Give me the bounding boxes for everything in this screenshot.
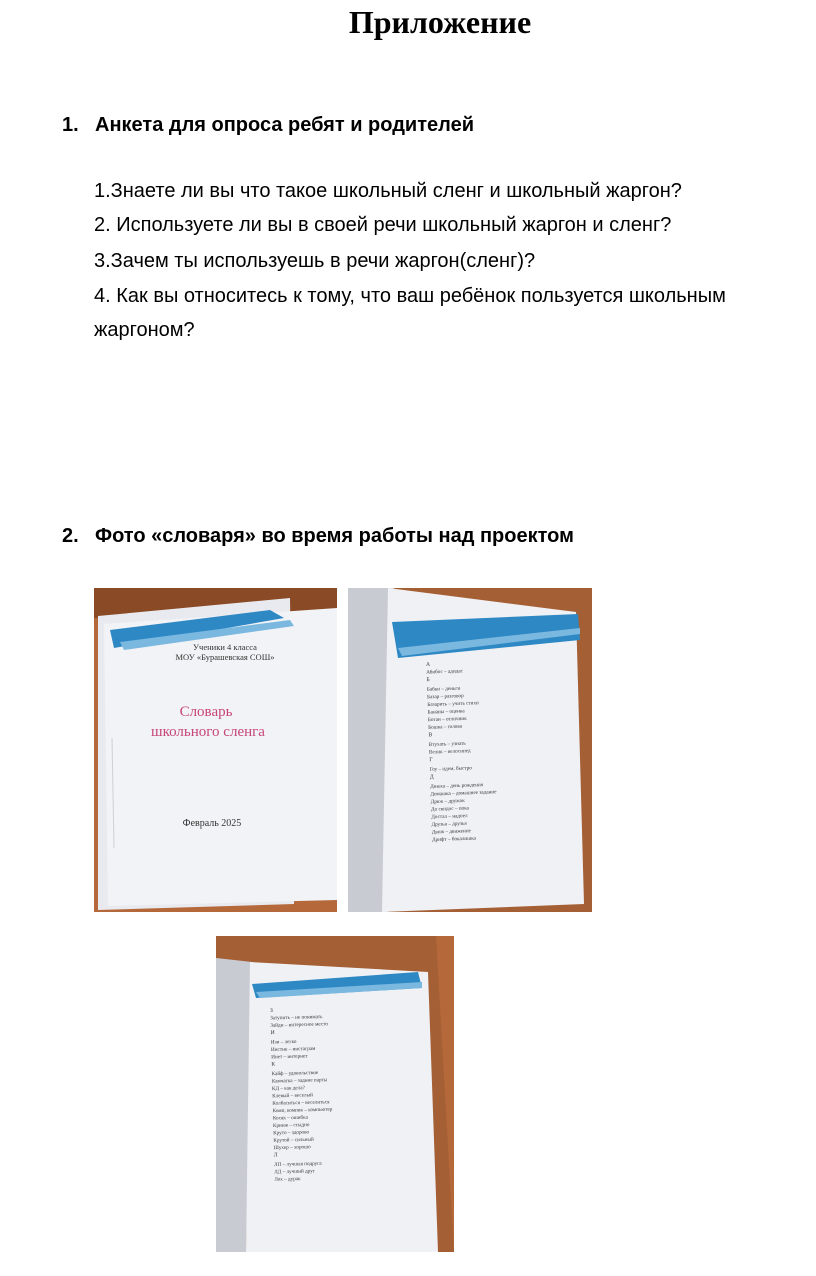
dictionary-entry: З <box>269 1007 273 1014</box>
section-2-title: Фото «словаря» во время работы над проектом <box>95 525 574 547</box>
cover-line-1: Ученики 4 класса <box>193 642 257 652</box>
photo-dictionary-page-a-d <box>348 588 592 912</box>
dictionary-entry: Л <box>273 1152 278 1159</box>
section-1-title: Анкета для опроса ребят и родителей <box>95 114 474 136</box>
photo-dictionary-cover <box>94 588 337 912</box>
dictionary-entry: В <box>428 732 433 739</box>
dictionary-entry: Гоу – идем, быстро <box>429 765 472 773</box>
dictionary-entry: Круто – здорово <box>273 1129 310 1137</box>
dictionary-entry: Затупить – не понимать <box>270 1014 323 1022</box>
cover-date: Февраль 2025 <box>182 818 242 829</box>
dictionary-entry: Косяк – ошибка <box>272 1114 308 1122</box>
dictionary-entry: КД – как дела? <box>271 1085 305 1092</box>
question-4: 4. Как вы относитесь к тому, что ваш ребёнок пользуется школьным <box>94 285 726 307</box>
question-4-cont: жаргоном? <box>94 319 195 341</box>
dictionary-entry: Камчатка – задние парты <box>271 1077 328 1085</box>
dictionary-entry: Домашка – домашнее задание <box>430 789 497 798</box>
dictionary-entry: Втухать – узнать <box>428 740 466 748</box>
dictionary-entry: Г <box>429 757 433 764</box>
dictionary-entry: Бошка – голова <box>428 723 463 731</box>
dictionary-entry: Дрифт – бокалишка <box>431 835 477 844</box>
dictionary-entry: Друзья – друзья <box>431 820 467 828</box>
dictionary-entry: Инстик – инстаграм <box>270 1045 316 1053</box>
dictionary-entry: Шухер – хорошо <box>273 1144 311 1152</box>
dictionary-entry: Базарить – учить стихи <box>427 700 479 708</box>
photo-dictionary-page-z-l <box>216 936 454 1252</box>
dictionary-entry: Бабки – деньги <box>426 685 461 693</box>
dictionary-entry: Б <box>426 677 430 684</box>
dictionary-entry: Движ – движение <box>431 828 471 836</box>
dictionary-entry: А <box>425 661 431 668</box>
dictionary-entry: Ботан – отличник <box>427 715 467 724</box>
dictionary-entry: Достал – надоел <box>431 813 468 821</box>
cover-title-1: Словарь <box>179 704 233 720</box>
dictionary-entry: Абибос – адидас <box>426 668 464 676</box>
cover-line-2: МОУ «Бурашевская СОШ» <box>175 652 275 662</box>
dictionary-entry: Колбаситься – веселиться <box>272 1099 330 1107</box>
dictionary-entry: Изи – легко <box>270 1038 297 1046</box>
question-1: 1.Знаете ли вы что такое школьный сленг и школьный жаргон? <box>94 180 682 202</box>
dictionary-entry: И <box>270 1030 275 1037</box>
question-3: 3.Зачем ты используешь в речи жаргон(сленг)? <box>94 250 536 272</box>
dictionary-entry: Клевый – веселый <box>272 1092 313 1100</box>
dictionary-entry: Базар – разговор <box>426 693 464 701</box>
dictionary-entry: ЛП – лучшая подруга <box>273 1160 322 1168</box>
cover-title-2: школьного сленга <box>151 724 265 740</box>
dictionary-entry: Днюха – день рождения <box>430 782 484 790</box>
dictionary-entry: Кринж – стыдно <box>272 1122 310 1129</box>
section-1-number: 1. <box>62 114 79 136</box>
dictionary-entry: Бананы – оценка <box>427 708 465 716</box>
dictionary-entry: Комп, компик – компьютер <box>272 1106 333 1115</box>
dictionary-entry: Зайди – интересное место <box>270 1021 328 1029</box>
question-2: 2. Используете ли вы в своей речи школьный жаргон и сленг? <box>94 214 672 236</box>
dictionary-entry: Лох – дурак <box>274 1176 301 1183</box>
section-2-heading <box>62 522 574 550</box>
dictionary-entry: Д <box>429 774 434 781</box>
section-2-number: 2. <box>62 525 79 547</box>
dictionary-entry: Кайф – удовольствие <box>271 1069 319 1078</box>
dictionary-entry: Крутой – сильный <box>273 1136 314 1144</box>
dictionary-entry: Инет – интернет <box>271 1053 308 1061</box>
dictionary-entry: Велик – велосипед <box>428 748 471 756</box>
dictionary-entry: ЛД – лучший друг <box>274 1168 316 1176</box>
dictionary-entry: До свидос – пока <box>430 805 470 813</box>
dictionary-entry: Дрюк – дружок <box>430 797 465 806</box>
section-1-heading <box>62 111 474 139</box>
dictionary-entry: К <box>271 1061 276 1068</box>
page-title: Приложение <box>348 4 532 40</box>
